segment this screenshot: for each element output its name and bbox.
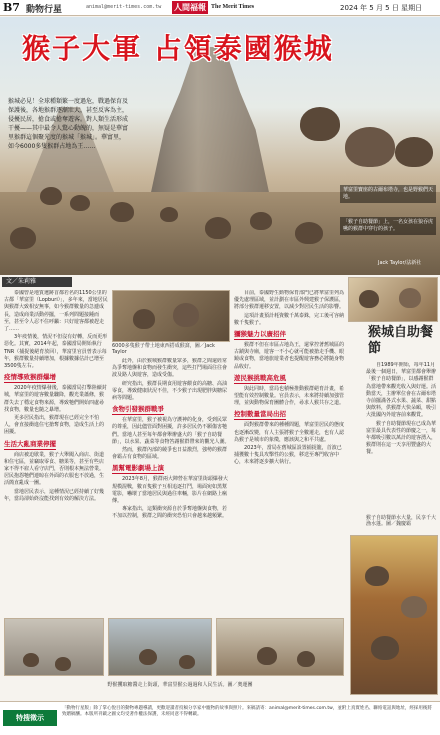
newspaper-logo-en: The Merit Times: [211, 4, 255, 10]
subhead: 獼猴魅力以廣招伴: [234, 330, 286, 339]
paragraph: 猴群不但在市區占地為王，還掌控著舊城區的古蹟與寺廟，遊客一不小心就可能被搶走手機、眼鏡或食物，當地旅遊業者也提醒遊客務必將隨身物品收好。: [234, 342, 344, 370]
paragraph: 商店被迫歇業，猴子大舉闖入商店、街道和住宅區，並竊取零食、糖果等，甚至有些店家不得不雇人看守店門，否則根本無法營業。居民抱怨牠們連晾在外面的衣服也不放過，生活簡直亂成一團。: [4, 451, 105, 487]
subhead: 黑幫電影劇場上演: [112, 464, 164, 473]
monkey-figure: [257, 647, 277, 665]
monkey-figure: [23, 653, 39, 667]
paragraph: 研究指出，猴群長期食用遊客餵食的高糖、高油零食，導致健康狀況不佳，不少猴子出現肥胖與糖尿病等問題。: [112, 380, 228, 402]
headline: 猴子大軍 占領泰國猴城: [22, 32, 334, 65]
photo-monkey-feast-bottom: [350, 535, 438, 695]
paragraph: 2023年8月，猴群兩大陣營在華富里街頭爆發大規模混戰，數百隻猴子互相追逐打鬥，場面宛如黑幫電影，嚇壞了當地居民與過往車輛，影片在網路上瘋傳。: [112, 476, 228, 505]
monkey-figure: [40, 187, 62, 205]
paragraph: 然而，猴群內部的競爭也日益激烈，強勢的猴群會霸占有食物的區域。: [112, 447, 228, 461]
subhead: 疫情導致猴群爆增: [4, 373, 56, 382]
photo-monkey-feast-top: [348, 277, 438, 322]
paragraph: 與此同時，當局也積極推動猴群絕育計畫，希望能有效控制數量。官員表示，未來將持續加強管理，並與動物保育團體合作，尋求人猴共存之道。: [234, 385, 344, 407]
monkey-figure: [139, 649, 157, 665]
monkey-figure: [371, 636, 399, 660]
footer-banner: [0, 701, 440, 735]
paragraph: 專家指出，這類衝突源自於爭奪地盤與食物，若不加以控制，猴群之間的衝突恐怕只會越來越頻繁。: [112, 506, 228, 520]
subhead: 食物引發猴群戰爭: [112, 405, 164, 414]
page-header: [0, 0, 440, 16]
monkey-figure: [179, 655, 195, 669]
page-number: B7: [3, 1, 20, 14]
photo-street-monkeys-1: [4, 618, 104, 676]
hero-photo: [0, 17, 440, 275]
sidebar-text: [366, 362, 438, 512]
monkey-figure: [173, 303, 199, 327]
monkey-figure: [55, 657, 71, 671]
monkey-figure: [110, 202, 134, 222]
paragraph: 2020年疫情爆發後，泰國當局打擊陸續封城，華富里的遊客數量驟降，觀光業蕭條，猴群失去了穩定食物來源，導致牠們開始四處尋找食物，數量也隨之暴增。: [4, 385, 107, 413]
monkey-figure: [399, 288, 421, 308]
subhead: 生活大亂商業停擺: [4, 439, 56, 448]
temple-shape: [150, 47, 270, 197]
newspaper-logo: 人間福報: [174, 2, 206, 12]
monkey-figure: [160, 207, 178, 222]
paragraph: 這項計畫預計耗資數千萬泰銖，完工後可容納數千隻猴子。: [234, 312, 344, 326]
footer-badge: 特搜徵示: [3, 710, 57, 726]
monkey-figure: [297, 651, 315, 667]
monkey-figure: [359, 290, 379, 308]
article-column-3: [234, 290, 344, 614]
paragraph: 此外，由於猴城猴群數量眾多，猴群之間還經常為爭奪地盤和食物而發生衝突，這些打鬥場面往往會波及路人與遊客，造成受傷。: [112, 358, 228, 379]
byline: 文／朱莉雅: [2, 277, 72, 287]
paragraph: 自1989年開始，每年11月最後一個週日，華富里都會舉辦「猴子自助餐節」，以感謝猴群為當地帶來觀光收入與好運。活動當天，主辦單位會在古爾布塔寺前擺滿各式水果、蔬菜、甜點與飲料，供猴群大快朵頤，吸引大批國內外遊客前來觀賞。: [366, 362, 437, 419]
photo-street-monkeys-2: [108, 618, 212, 676]
photo-monkeys-ruins: [112, 290, 230, 342]
paragraph: 目前，泰國野生動物保育部門已將華富里列為優先處理區域，並計劃在市區外興建猴子保護區，將部分猴群遷移安置，以減少對居民生活的影響。: [234, 290, 344, 311]
monkey-figure: [10, 227, 36, 249]
monkey-figure: [300, 107, 340, 141]
photo-street-monkeys-3: [216, 618, 344, 676]
paragraph: 更多居民指出，猴群現在已經完全不怕人，會直接衝進住宅搶奪食物，造成生活上的困擾。: [4, 415, 105, 436]
subhead: 遊民猴挑戰高危風: [234, 373, 286, 382]
hero-credit: Jack Taylor/法新社: [378, 260, 422, 266]
paragraph: 當地居民表示，這種情況已經持續了好幾年，當局卻始終沒能找到有效的解決方法。: [4, 488, 105, 502]
paragraph: 2023年，當局在舊城區設置捕捉籠，首波已捕獲數十隻具攻擊性的公猴，移送至專門收容中心，未來將逐步擴大執行。: [234, 445, 342, 466]
monkey-figure: [133, 309, 155, 329]
monkey-figure: [395, 137, 433, 167]
monkey-figure: [365, 566, 389, 586]
paragraph: 3年疫情後，情況不但沒有好轉，反而更形惡化。其實，2014年起，泰國當局開始執行TNR（捕捉後絕育放回），華富里官員曾表示每年，猴群數量持續增加，根據數據估計已增至3500隻左右。: [4, 334, 108, 370]
monkey-figure: [205, 217, 231, 239]
sidebar-caption: 猴子自助餐節水大量，民享千大漁水蓬。圖／魏慶霸: [366, 515, 437, 527]
paragraph: 泰國曾是地質遺跡首都若名的1150公里的古都「華富里（Lopburi）」，多年來，當地居民與猴群大致相安無事，如今猴群數量的急遽成長，造成商業活動停擺，一系列問題接踵而至，甚至令人忍不住呼籲：只好遊客都被趕走了……: [4, 290, 108, 333]
monkey-figure: [70, 195, 90, 211]
monkey-figure: [295, 222, 323, 244]
paragraph: 面對猴群帶來的種種問題，華富里居民的態度也逐漸改變，有人主張將猴子全數遷走，也有人認為猴子是城市的象徵，應該與之和平共處。: [234, 422, 344, 443]
monkey-figure: [345, 127, 395, 167]
monkey-figure: [401, 596, 427, 618]
photo-caption: 6000多隻猴子帶土地東西搭成猴窩，圖／Jack Taylor: [112, 343, 215, 355]
bottom-photo-caption: 野猴攫取糖醬走上街頭，華富里猴公過過和人民生活。圖／奧運團: [107, 682, 253, 688]
hero-caption-2: 「猴子自助餐節」上，一名女孩在狼吞虎嚥的猴群中穿行的孩子。: [340, 217, 436, 235]
section-title: 動物行星: [26, 5, 63, 15]
subhead: 控制數量當局出招: [234, 410, 286, 419]
lede-paragraph: 猴城必見！全球種類繁一度過危，戰過保育及保護後，各地猴群逐漸壯大，甚至反客為主，侵擾民居，搶食或搶奪遊客。對人類生活形成干擾——其中最令人驚心動魄的，無疑是華富里猴群這個聚光度的猴城「猴城」。華富里，如今6000多隻猴群占地為王……: [8, 98, 129, 150]
monkey-figure: [250, 212, 272, 230]
section-email[interactable]: animal@merit-times.com.tw: [86, 4, 162, 10]
article-column-1: [4, 290, 108, 614]
issue-date: 2024 年 5 月 5 日 星期日: [340, 4, 423, 12]
hero-caption: 華富里寶座的古爾布塔寺，也是野猴們天地。: [340, 185, 436, 203]
footer-text: 「動物行星版」除了掌心悅目的動物專題導讀，更歡迎讀者投稿分享家中寵物的故事與照片。來稿請寄：animal@merit-times.com.tw，並附上真實姓名、聯絡電話與地址，經採用後將致贈稿酬。本版所刊載之圖文均受著作權法保護，未經同意不得轉載。: [62, 706, 432, 717]
paragraph: 在華富里，猴子被視為守護神的化身，受到民眾的尊重，因此儘管面對困擾，許多居民仍不願傷害牠們。當地人甚至每年都會舉辦盛大的「猴子自助餐節」，以水果、蔬菜等食物答謝猴群帶來的觀光人潮。: [112, 417, 230, 445]
article-column-2: [112, 358, 230, 614]
sidebar-title: 猴城自助餐節: [368, 325, 434, 356]
paragraph: 猴子自助餐節現在已成為華富里最具代表性的節慶之一，每年都吸引數以萬計的遊客湧入，猴群則在這一天享用豐盛的大餐。: [366, 420, 437, 456]
